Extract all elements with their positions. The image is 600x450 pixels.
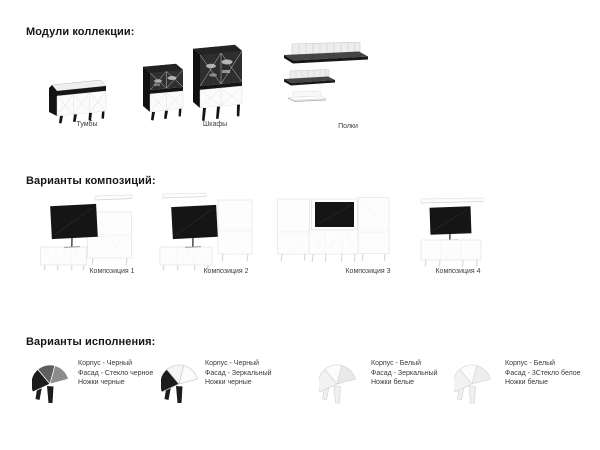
- finish-spec-line: Фасад - Зеркальный: [205, 369, 272, 377]
- finish-spec-line: Корпус - Черный: [78, 360, 133, 367]
- composition-label-1: Композиция 1: [89, 268, 135, 275]
- module-wardrobe-small-image: [139, 61, 184, 123]
- finish-spec-line: Ножки белые: [371, 379, 415, 387]
- finish-swatch-1: [32, 355, 72, 405]
- tv-screen: [430, 206, 472, 234]
- finish-spec-line: Ножки черные: [78, 379, 125, 387]
- finish-spec-line: Ножки черные: [205, 379, 252, 387]
- finish-spec-3: [371, 359, 438, 388]
- finish-spec-line: Ножки белые: [505, 379, 549, 387]
- tv-screen: [171, 205, 218, 239]
- composition-4-image: [420, 194, 486, 270]
- module-tv-stand-image: [41, 77, 107, 124]
- module-shelf-medium-image: [284, 69, 335, 86]
- compositions-heading: Варианты композиций:: [26, 175, 156, 187]
- finish-swatch-4: [454, 355, 494, 405]
- composition-label-3: Композиция 3: [345, 268, 391, 275]
- module-wardrobe-tall-image: [189, 42, 244, 123]
- composition-3-image: [277, 196, 390, 266]
- finish-spec-line: Фасад - Стекло черное: [78, 369, 154, 377]
- module-shelf-large-image: [284, 42, 368, 64]
- finish-swatch-2: [161, 355, 201, 405]
- composition-2-image: [158, 192, 254, 272]
- composition-label-2: Композиция 2: [203, 268, 249, 275]
- finish-spec-line: Фасад - Зеркальный: [371, 369, 438, 377]
- modules-heading: Модули коллекции:: [26, 26, 135, 38]
- finish-spec-line: Корпус - Черный: [205, 360, 260, 367]
- module-shelf-small-image: [288, 91, 326, 104]
- finishes-heading: Варианты исполнения:: [26, 336, 156, 348]
- composition-1-image: [40, 192, 134, 272]
- finish-spec-1: [78, 359, 153, 388]
- finish-swatch-3: [319, 355, 359, 405]
- module-label-shelves: Полки: [338, 123, 358, 130]
- tv-screen: [50, 204, 98, 239]
- finish-spec-line: Корпус - Белый: [371, 360, 422, 367]
- finish-spec-line: Корпус - Белый: [505, 360, 556, 367]
- finish-spec-line: Фасад - 3Стекло белое: [505, 369, 581, 377]
- composition-label-4: Композиция 4: [435, 268, 481, 275]
- module-label-wardrobes: Шкафы: [202, 121, 228, 128]
- module-label-tv-stands: Тумбы: [76, 121, 98, 128]
- tv-screen: [315, 202, 354, 227]
- finish-spec-4: [505, 359, 581, 388]
- finish-spec-2: [205, 359, 272, 388]
